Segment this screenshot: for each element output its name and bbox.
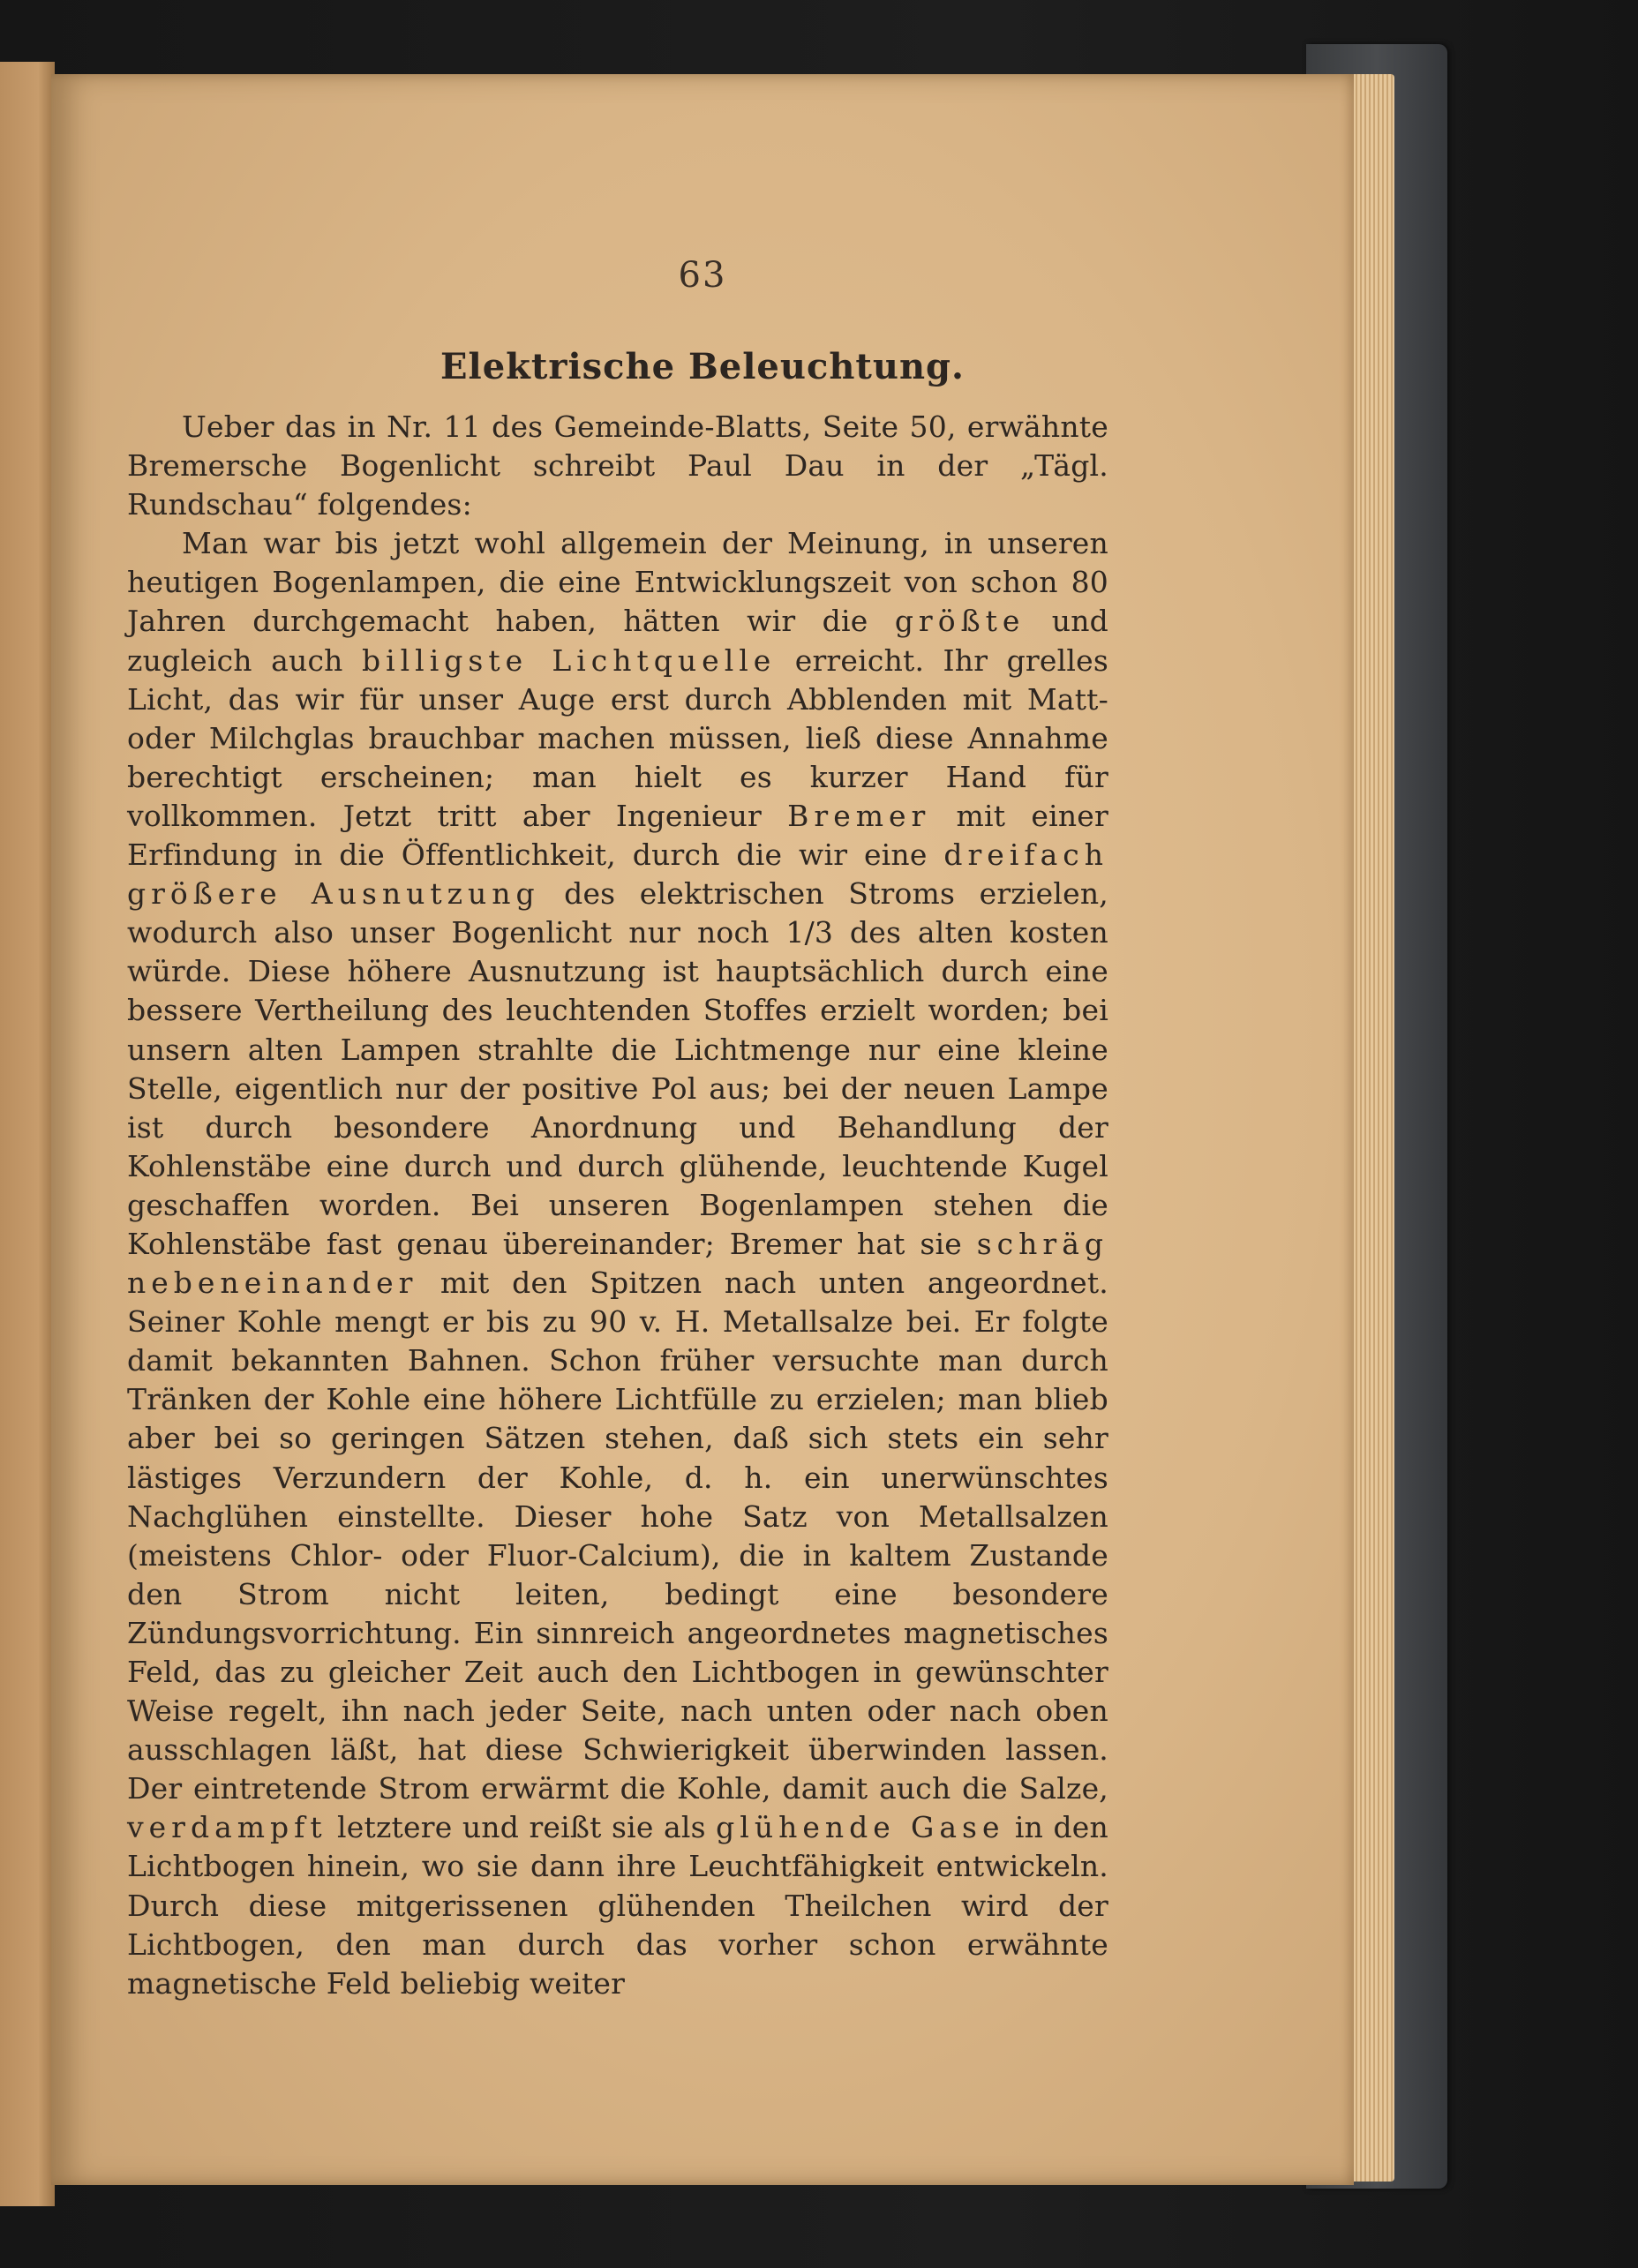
book-page bbox=[51, 74, 1354, 2185]
page-block-edge bbox=[1349, 74, 1394, 2182]
paragraph bbox=[127, 524, 1108, 2003]
text-run: Man war bis jetzt wohl allgemein der Meinung, in unseren heutigen Bogenlampen, die eine Entwicklungszeit von schon 80 Jahren durchgemacht haben, hätten wir die bbox=[127, 526, 1108, 639]
emphasized-text: Bremer bbox=[787, 798, 931, 833]
text-run: erreicht. Ihr grelles Licht, das wir für unser Auge erst durch Abblenden mit Matt- oder Milchglas brauchbar machen müssen, ließ diese Annahme berechtigt erscheinen; man hielt es kurzer Hand für vollkommen. Jetzt tritt aber Ingenieur bbox=[127, 642, 1108, 833]
text-run: Ueber das in Nr. 11 des Gemeinde-Blatts, Seite 50, erwähnte Bremersche Bogenlicht schreibt Paul Dau in der „Tägl. Rundschau“ folgendes: bbox=[127, 409, 1108, 522]
text-run: und zugleich auch bbox=[127, 604, 1108, 678]
article-title: Elektrische Beleuchtung. bbox=[440, 346, 965, 387]
emphasized-text: schräg nebeneinander bbox=[127, 1226, 1108, 1301]
emphasized-text: glühende Gase bbox=[716, 1810, 1005, 1845]
emphasized-text: verdampft bbox=[127, 1810, 327, 1845]
previous-page-edge bbox=[0, 62, 55, 2206]
emphasized-text: größte bbox=[894, 604, 1026, 639]
text-run: in den Lichtbogen hinein, wo sie dann ihre Leuchtfähigkeit entwickeln. Durch diese mitgerissenen glühenden Theilchen wird der Lichtbogen, den man durch das vorher schon erwähnte magnetische Feld beliebig weiter bbox=[127, 1810, 1108, 2001]
text-run: mit den Spitzen nach unten angeordnet. Seiner Kohle mengt er bis zu 90 v. H. Metallsalze bei. Er folgte damit bekannten Bahnen. Schon früher versuchte man durch Tränken der Kohle eine höhere Lichtfülle zu erzielen; man blieb aber bei so geringen Sätzen stehen, daß sich stets ein sehr lästiges Verzundern der Kohle, d. h. ein unerwünschtes Nachglühen einstellte. Dieser hohe Satz von Metallsalzen (meistens Chlor- oder Fluor-Calcium), die in kaltem Zustande den Strom nicht leiten, bedingt eine besondere Zündungsvorrichtung. Ein sinnreich angeordnetes magnetisches Feld, das zu gleicher Zeit auch den Lichtbogen in gewünschter Weise regelt, ihn nach jeder Seite, nach unten oder nach oben ausschlagen läßt, hat diese Schwierigkeit überwinden lassen. Der eintretende Strom erwärmt die Kohle, damit auch die Salze, bbox=[127, 1265, 1108, 1806]
text-run: des elektrischen Stroms erzielen, wodurch also unser Bogenlicht nur noch 1/3 des alten kosten würde. Diese höhere Ausnutzung ist hauptsächlich durch eine bessere Vertheilung des leuchtenden Stoffes erzielt worden; bei unsern alten Lampen strahlte die Lichtmenge nur eine kleine Stelle, eigentlich nur der positive Pol aus; bei der neuen Lampe ist durch besondere Anordnung und Behandlung der Kohlenstäbe eine durch und durch glühende, leuchtende Kugel geschaffen worden. Bei unseren Bogenlampen stehen die Kohlenstäbe fast genau übereinander; Bremer hat sie bbox=[127, 876, 1108, 1261]
article-body bbox=[127, 408, 1108, 2003]
page-number: 63 bbox=[678, 255, 727, 296]
text-run: mit einer Erfindung in die Öffentlichkeit, durch die wir eine bbox=[127, 798, 1109, 873]
text-run: letztere und reißt sie als bbox=[327, 1810, 717, 1845]
emphasized-text: dreifach größere Ausnutzung bbox=[127, 837, 1108, 912]
emphasized-text: billigste Lichtquelle bbox=[361, 642, 777, 678]
paragraph bbox=[127, 408, 1108, 524]
